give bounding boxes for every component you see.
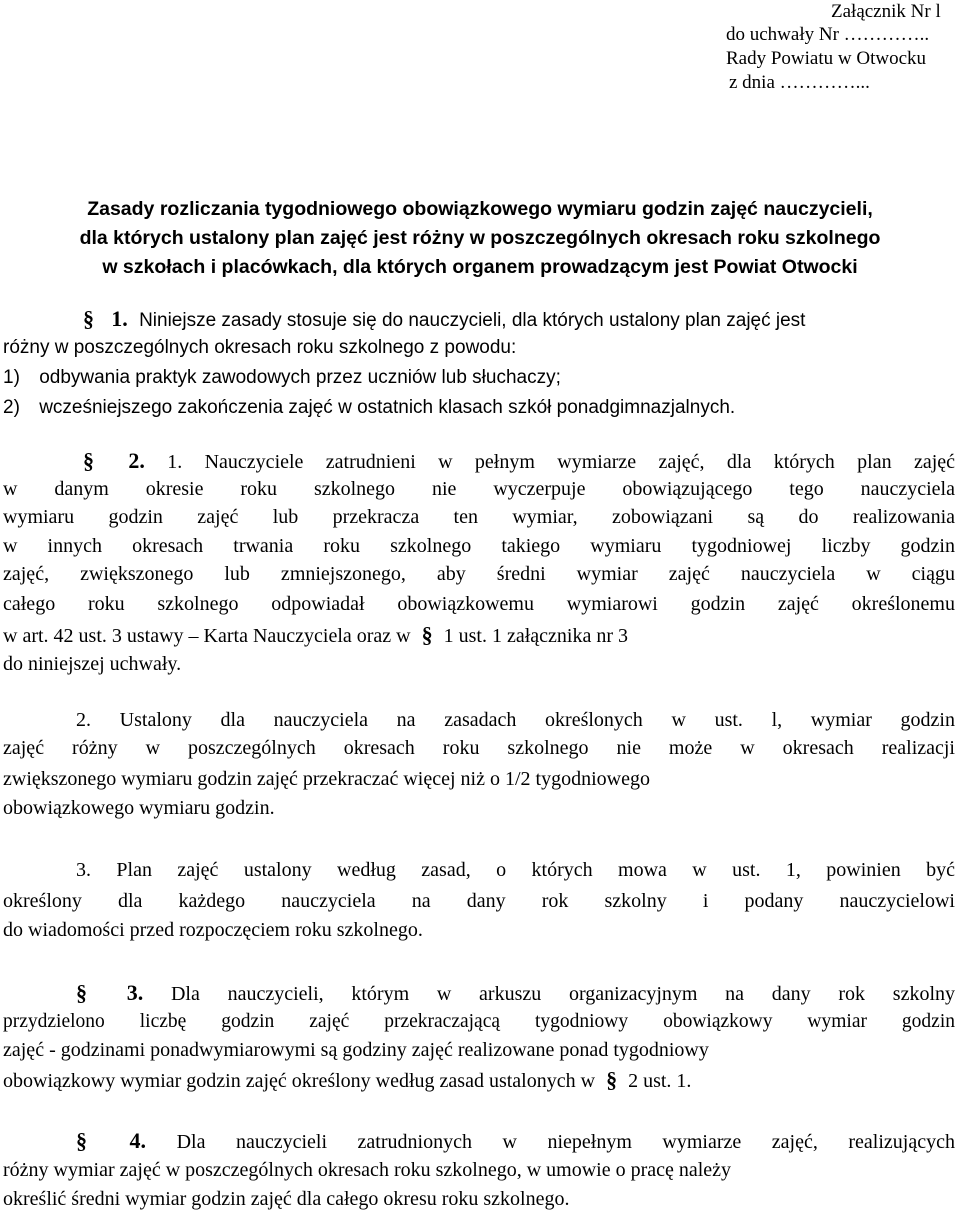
section-2-ust1-lead: 1. Nauczyciele zatrudnieni w pełnym wymiarze zajęć, dla których plan zajęć xyxy=(167,451,956,473)
document-title xyxy=(0,195,960,282)
item-text: odbywania praktyk zawodowych przez uczniów lub słuchaczy; xyxy=(39,367,561,388)
section-4-number: 4. xyxy=(129,1128,147,1153)
section-sign: § xyxy=(421,622,433,647)
reference-text: 1 ust. 1 załącznika nr 3 xyxy=(443,625,629,647)
section-4-first-line xyxy=(76,1127,955,1155)
section-3-line-1: Dla nauczycieli, którym w arkuszu organizacyjnym na dany rok szkolny xyxy=(170,983,956,1005)
section-2-ust2-line: zajęć różny w poszczególnych okresach roku szkolnego nie może w okresach realizacji xyxy=(3,737,955,759)
section-2-ust1-reference-line xyxy=(3,621,628,649)
section-2-ust1-last-line: do niniejszej uchwały. xyxy=(3,653,182,675)
section-1-line-2: różny w poszczególnych okresach roku szkolnego z powodu: xyxy=(3,337,517,358)
section-3-line-3: zajęć - godzinami ponadwymiarowymi są godziny zajęć realizowane ponad tygodniowy xyxy=(3,1039,709,1061)
section-1-first-line xyxy=(83,305,955,333)
section-1-item-1 xyxy=(3,364,561,392)
title-line-3: w szkołach i placówkach, dla których organem prowadzącym jest Powiat Otwocki xyxy=(102,256,858,278)
section-2-number: 2. xyxy=(128,448,145,473)
item-text: wcześniejszego zakończenia zajęć w ostatnich klasach szkół ponadgimnazjalnych. xyxy=(39,397,736,418)
section-sign: § xyxy=(606,1067,618,1092)
section-2-ust1-line: w innych okresach trwania roku szkolnego takiego wymiaru tygodniowej liczby godzin xyxy=(3,535,955,557)
section-3-line-4-ref: 2 ust. 1. xyxy=(628,1070,692,1092)
annex-line-2: do uchwały Nr ………….. xyxy=(726,24,930,45)
reference-text: w art. 42 ust. 3 ustawy – Karta Nauczyciela oraz w xyxy=(3,625,411,647)
section-2-ust3-line: określony dla każdego nauczyciela na dany rok szkolny i podany nauczycielowi xyxy=(3,890,955,912)
annex-line-1: Załącznik Nr l xyxy=(831,1,941,22)
item-number: 1) xyxy=(3,367,20,388)
section-2-ust2-line: obowiązkowego wymiaru godzin. xyxy=(3,797,275,819)
section-2-ust1-line: wymiaru godzin zajęć lub przekracza ten wymiar, zobowiązani są do realizowania xyxy=(3,506,955,528)
title-line-1: Zasady rozliczania tygodniowego obowiązkowego wymiaru godzin zajęć nauczycieli, xyxy=(87,198,873,220)
section-3-first-line xyxy=(76,979,955,1007)
annex-line-3: Rady Powiatu w Otwocku xyxy=(726,48,927,69)
section-4-line-2: różny wymiar zajęć w poszczególnych okresach roku szkolnego, w umowie o pracę należy xyxy=(3,1159,732,1181)
annex-line-4: z dnia …………... xyxy=(729,72,870,93)
section-2-ust2-line: 2. Ustalony dla nauczyciela na zasadach określonych w ust. l, wymiar godzin xyxy=(76,709,955,731)
section-3-line-4 xyxy=(3,1066,691,1094)
section-3-sign: § xyxy=(76,980,87,1005)
section-2-ust1-line: całego roku szkolnego odpowiadał obowiązkowemu wymiarowi godzin zajęć określonemu xyxy=(3,593,955,615)
section-2-first-line xyxy=(83,447,955,475)
section-2-ust3-line: 3. Plan zajęć ustalony według zasad, o których mowa w ust. 1, powinien być xyxy=(76,859,955,881)
section-3-number: 3. xyxy=(126,980,144,1005)
section-4-line-3: określić średni wymiar godzin zajęć dla całego okresu roku szkolnego. xyxy=(3,1188,570,1210)
section-2-ust3-line: do wiadomości przed rozpoczęciem roku szkolnego. xyxy=(3,919,423,941)
section-4-sign: § xyxy=(76,1128,87,1153)
section-1-item-2 xyxy=(3,394,735,422)
item-number: 2) xyxy=(3,397,20,418)
section-2-ust1-line: w danym okresie roku szkolnego nie wyczerpuje obowiązującego tego nauczyciela xyxy=(3,478,955,500)
section-3-line-4-text: obowiązkowy wymiar godzin zajęć określony według zasad ustalonych w xyxy=(3,1070,596,1092)
section-4-line-1: Dla nauczycieli zatrudnionych w niepełnym wymiarze zajęć, realizujących xyxy=(176,1131,955,1153)
section-3-line-2: przydzielono liczbę godzin zajęć przekraczającą tygodniowy obowiązkowy wymiar godzin xyxy=(3,1011,955,1032)
section-1-number: 1. xyxy=(111,306,128,331)
section-1-sign: § xyxy=(83,306,94,331)
section-2-ust2-line: zwiększonego wymiaru godzin zajęć przekraczać więcej niż o 1/2 tygodniowego xyxy=(3,768,650,790)
title-line-2: dla których ustalony plan zajęć jest różny w poszczególnych okresach roku szkolnego xyxy=(79,227,881,249)
section-2-ust1-line: zajęć, zwiększonego lub zmniejszonego, aby średni wymiar zajęć nauczyciela w ciągu xyxy=(3,563,955,585)
section-1-line-1: Niniejsze zasady stosuje się do nauczycieli, dla których ustalony plan zajęć jest xyxy=(139,310,806,331)
section-2-sign: § xyxy=(83,448,94,473)
